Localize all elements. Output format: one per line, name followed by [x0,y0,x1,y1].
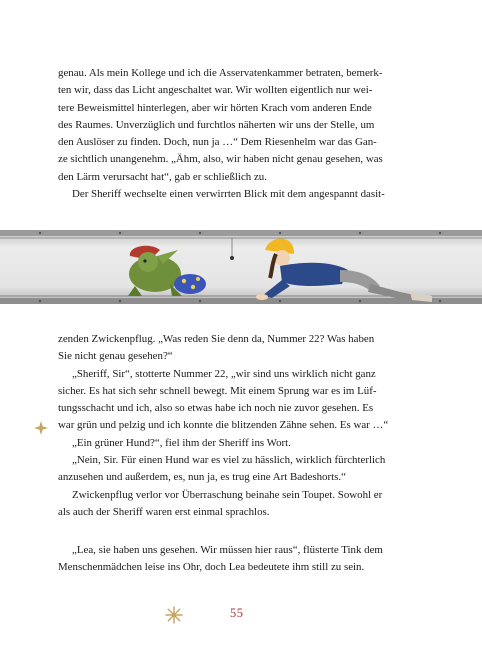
text-line: „Sheriff, Sir“, stotterte Nummer 22, „wir sind uns wirklich nicht ganz [72,367,376,380]
text-line: tere Beweismittel hinterlegen, aber wir hörten Krach vom anderen Ende [58,101,372,114]
text-line: Zwickenpflug verlor vor Überraschung beinahe sein Toupet. Sowohl er [72,488,383,501]
text-block-middle [58,331,416,521]
star-ornament-icon [34,421,48,435]
text-line: Menschenmädchen leise ins Ohr, doch Lea bedeutete ihm still zu sein. [58,561,365,574]
vent-shaft-illustration [0,226,482,312]
text-line: als auch der Sheriff waren erst einmal sprachlos. [58,505,270,518]
text-line: zenden Zwickenpflug. „Was reden Sie denn da, Nummer 22? Was haben [58,333,375,345]
goblin-shorts [174,274,206,294]
vent-shaft [0,234,482,300]
sun-ornament-icon [165,606,183,624]
text-line: sicher. Es hat sich sehr schnell bewegt. Mit einem Sprung war es im Lüf- [58,384,377,397]
text-line: des Raumes. Unverzüglich und furchtlos näherten wir uns der Stelle, um [58,118,375,131]
text-line: anzusehen und außerdem, es, nun ja, es trug eine Art Badeshorts.“ [58,471,346,484]
text-line: ze sichtlich unangenehm. „Ähm, also, wir haben nicht genau gesehen, was [58,153,383,166]
text-line: „Nein, Sir. Für einen Hund war es viel zu hässlich, wirklich fürchterlich [72,454,386,467]
text-line: Sie nicht genau gesehen?“ [58,350,173,363]
vent-shaft-top-rim [0,230,482,236]
text-line: den Auslöser zu finden. Doch, nun ja …“ Dem Riesenhelm war das Gan- [58,136,377,149]
spider-icon [230,256,234,260]
text-line: war grün und pelzig und ich konnte die blitzenden Zähne sehen. Es war …“ [58,419,389,432]
page-number: 55 [230,606,244,620]
text-line: ten wir, dass das Licht angeschaltet war. Wir wollten eigentlich nur wei- [58,84,373,97]
text-line: Der Sheriff wechselte einen verwirrten Blick mit dem angespannt dasit- [72,188,385,201]
text-line: tungsschacht und ich, also so etwas habe ich noch nie zuvor gesehen. Es [58,402,374,415]
text-block-bottom [58,542,416,577]
text-block-top [58,65,416,203]
text-line: genau. Als mein Kollege und ich die Asservatenkammer betraten, bemerk- [58,67,383,79]
text-line: „Ein grüner Hund?“, fiel ihm der Sheriff ins Wort. [72,436,291,449]
text-line: „Lea, sie haben uns gesehen. Wir müssen hier raus“, flüsterte Tink dem [72,544,383,556]
text-line: den Lärm verursacht hat“, gab er schließlich zu. [58,170,267,183]
